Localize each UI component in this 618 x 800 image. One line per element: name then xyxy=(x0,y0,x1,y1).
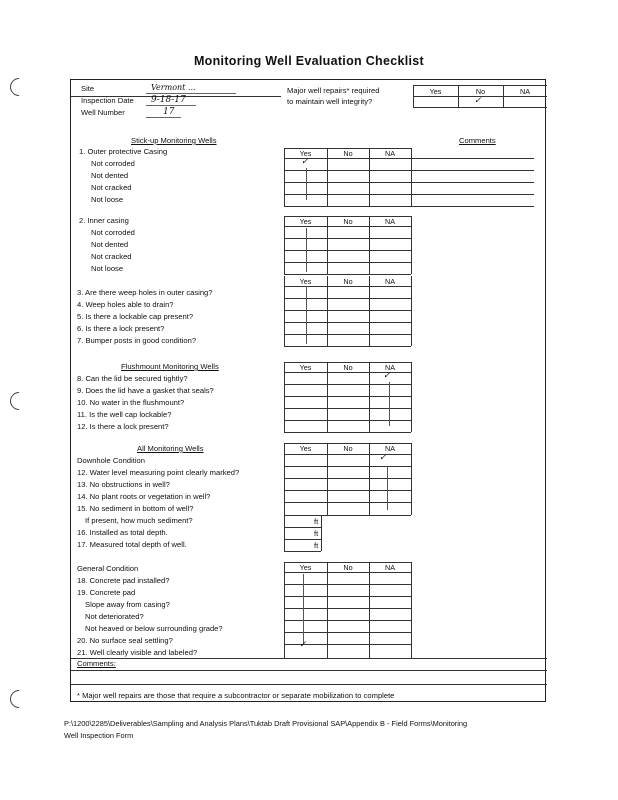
q5-lockable-cap: 5. Is there a lockable cap present? xyxy=(77,312,194,321)
q1-item-2: Not dented xyxy=(91,171,129,180)
q19-not-heaved: Not heaved or below surrounding grade? xyxy=(85,624,223,633)
q3-yes-header: Yes xyxy=(299,277,312,286)
q2-item-1: Not corroded xyxy=(91,228,135,237)
q1-outer-casing: 1. Outer protective Casing xyxy=(79,147,168,156)
all-na-header: NA xyxy=(385,444,395,453)
comments-label: Comments: xyxy=(77,659,116,668)
flush-no-header: No xyxy=(343,363,353,372)
well-number-value: 17 xyxy=(163,107,175,117)
q2-item-4: Not loose xyxy=(91,264,124,273)
page-title: Monitoring Well Evaluation Checklist xyxy=(193,54,425,68)
q11-cap-lockable: 11. Is the well cap lockable? xyxy=(77,410,172,419)
flush-na-check-mark: ✓ xyxy=(383,371,391,381)
q2-na-header: NA xyxy=(385,217,395,226)
q6-lock-present: 6. Is there a lock present? xyxy=(77,324,165,333)
flushmount-heading: Flushmount Monitoring Wells xyxy=(121,362,219,371)
well-number-label: Well Number xyxy=(81,108,125,117)
ft-unit-measured: ft xyxy=(314,541,319,550)
all-no-header: No xyxy=(343,444,353,453)
general-condition-heading: General Condition xyxy=(77,564,139,573)
q12-lock-present: 12. Is there a lock present? xyxy=(77,422,169,431)
general-na-header: NA xyxy=(385,563,395,572)
inspection-date-label: Inspection Date xyxy=(81,96,134,105)
major-repairs-question-line2: to maintain well integrity? xyxy=(287,97,373,106)
q4-weep-drain: 4. Weep holes able to drain? xyxy=(77,300,174,309)
binder-hole-middle xyxy=(6,388,31,413)
q19-concrete-pad: 19. Concrete pad xyxy=(77,588,136,597)
major-no-header: No xyxy=(475,87,486,96)
q12-water-level-marked: 12. Water level measuring point clearly marked? xyxy=(77,468,240,477)
q2-yes-header: Yes xyxy=(299,217,312,226)
q14-no-plant-roots: 14. No plant roots or vegetation in well? xyxy=(77,492,211,501)
site-value: Vermont ... xyxy=(151,83,196,92)
inspection-date-value: 9-18-17 xyxy=(151,95,186,105)
q2-inner-casing: 2. Inner casing xyxy=(79,216,129,225)
q19-not-deteriorated: Not deteriorated? xyxy=(85,612,144,621)
downhole-condition: Downhole Condition xyxy=(77,456,145,465)
q10-no-water: 10. No water in the flushmount? xyxy=(77,398,185,407)
q2-no-header: No xyxy=(343,217,353,226)
general-yes-check-mark: ✓ xyxy=(299,640,307,650)
flush-yes-header: Yes xyxy=(299,363,312,372)
major-yes-header: Yes xyxy=(429,87,442,96)
ft-unit-sediment: ft xyxy=(314,517,319,526)
comments-heading: Comments xyxy=(459,136,496,145)
q1-item-1: Not corroded xyxy=(91,159,135,168)
q3-weep-holes: 3. Are there weep holes in outer casing? xyxy=(77,288,213,297)
q1-na-header: NA xyxy=(385,149,395,158)
q7-bumper-posts: 7. Bumper posts in good condition? xyxy=(77,336,197,345)
q8-lid-secured: 8. Can the lid be secured tightly? xyxy=(77,374,188,383)
q21-well-visible: 21. Well clearly visible and labeled? xyxy=(77,648,198,657)
q1-item-4: Not loose xyxy=(91,195,124,204)
major-no-check-mark: ✓ xyxy=(474,96,482,106)
all-wells-heading: All Monitoring Wells xyxy=(137,444,204,453)
general-no-header: No xyxy=(343,563,353,572)
checklist-form xyxy=(70,79,546,702)
q20-surface-seal: 20. No surface seal settling? xyxy=(77,636,173,645)
major-repairs-question-line1: Major well repairs* required xyxy=(287,86,380,95)
q17-measured-depth: 17. Measured total depth of well. xyxy=(77,540,187,549)
file-path-line1: P:\1200\2285\Deliverables\Sampling and Analysis Plans\Tuktab Draft Provisional SAP\Appendix B - Field Forms\Monitoring xyxy=(64,719,468,728)
q1-no-header: No xyxy=(343,149,353,158)
footnote: * Major well repairs are those that require a subcontractor or separate mobilization to complete xyxy=(77,691,395,700)
q2-item-2: Not dented xyxy=(91,240,129,249)
q19-slope-away: Slope away from casing? xyxy=(85,600,170,609)
flush-na-header: NA xyxy=(385,363,395,372)
binder-hole-bottom xyxy=(6,686,31,711)
q15-no-sediment: 15. No sediment in bottom of well? xyxy=(77,504,194,513)
q1-item-3: Not cracked xyxy=(91,183,132,192)
file-path-line2: Well Inspection Form xyxy=(64,731,134,740)
q15-sediment-amount: If present, how much sediment? xyxy=(85,516,193,525)
q2-item-3: Not cracked xyxy=(91,252,132,261)
stickup-heading: Stick-up Monitoring Wells xyxy=(131,136,217,145)
q1-yes-check-mark: ✓ xyxy=(301,157,309,167)
q1-yes-header: Yes xyxy=(299,149,312,158)
q18-concrete-pad: 18. Concrete pad installed? xyxy=(77,576,170,585)
ft-unit-installed: ft xyxy=(314,529,319,538)
all-yes-header: Yes xyxy=(299,444,312,453)
q13-no-obstructions: 13. No obstructions in well? xyxy=(77,480,170,489)
binder-hole-top xyxy=(6,74,31,99)
general-yes-header: Yes xyxy=(299,563,312,572)
site-label: Site xyxy=(81,84,95,93)
major-na-header: NA xyxy=(520,87,530,96)
q3-no-header: No xyxy=(343,277,353,286)
q3-na-header: NA xyxy=(385,277,395,286)
q16-installed-depth: 16. Installed as total depth. xyxy=(77,528,168,537)
all-na-check-mark: ✓ xyxy=(379,453,387,463)
q9-lid-gasket: 9. Does the lid have a gasket that seals? xyxy=(77,386,214,395)
